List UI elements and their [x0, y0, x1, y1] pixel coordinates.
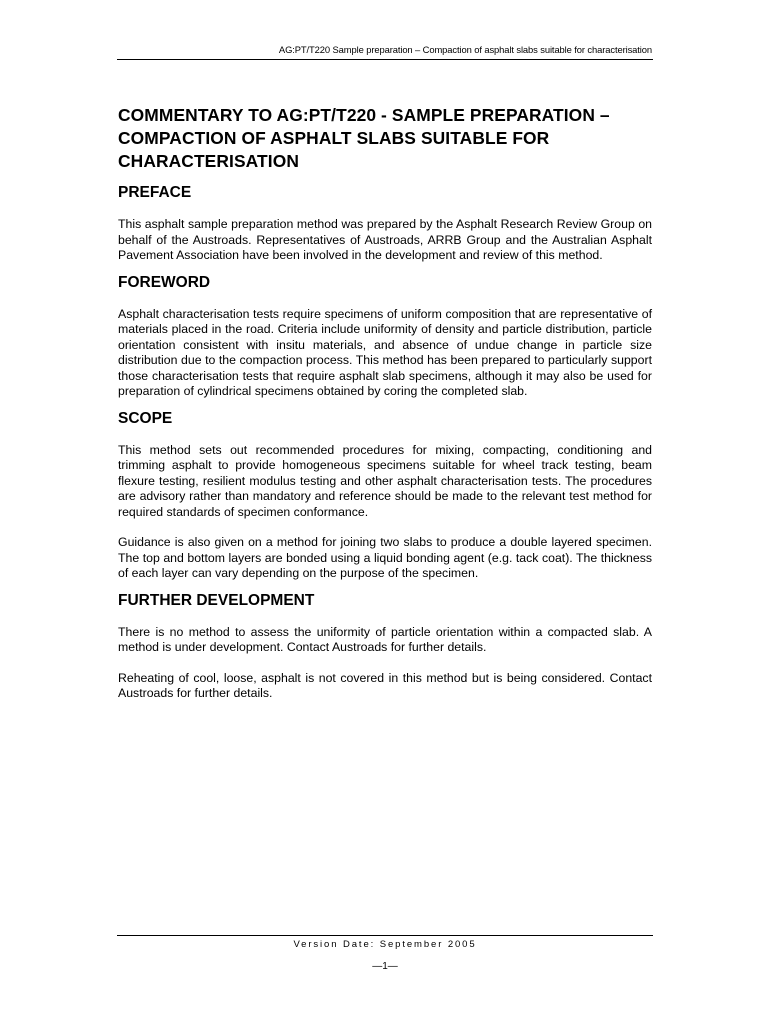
page-number: —1—	[372, 961, 398, 972]
further-development-paragraph-1: There is no method to assess the uniformity of particle orientation within a compacted slab. A method is under development. Contact Austroads for further details.	[118, 624, 652, 654]
version-date: Version Date: September 2005	[293, 939, 477, 950]
scope-paragraph-1: This method sets out recommended procedures for mixing, compacting, conditioning and trimming asphalt to provide homogeneous specimens suitable for wheel track testing, beam flexure testing, resilient modulus testing and other asphalt characterisation tests. The procedures are advisory rather than mandatory and reference should be made to the relevant test method for required standards of specimen conformance.	[118, 442, 652, 519]
foreword-paragraph: Asphalt characterisation tests require specimens of uniform composition that are representative of materials placed in the road. Criteria include uniformity of density and particle distribution, particle orientation consistent with insitu materials, and absence of undue change in particle size distribution due to the compaction process. This method has been prepared to particularly support those characterisation tests that require asphalt slab specimens, although it may also be used for preparation of cylindrical specimens obtained by coring the completed slab.	[118, 306, 652, 398]
running-header: AG:PT/T220 Sample preparation – Compaction of asphalt slabs suitable for characterisation	[278, 44, 652, 55]
header-rule	[117, 59, 653, 60]
further-development-paragraph-2: Reheating of cool, loose, asphalt is not covered in this method but is being considered. Contact Austroads for further details.	[118, 670, 652, 700]
document-title: COMMENTARY TO AG:PT/T220 - SAMPLE PREPARATION – COMPACTION OF ASPHALT SLABS SUITABLE FOR CHARACTERISATION	[118, 105, 610, 171]
heading-further-development: FURTHER DEVELOPMENT	[118, 591, 315, 609]
footer-rule	[117, 935, 653, 936]
document-body	[118, 104, 652, 702]
heading-scope: SCOPE	[118, 409, 173, 427]
heading-preface: PREFACE	[118, 184, 192, 201]
heading-foreword: FOREWORD	[118, 273, 211, 291]
scope-paragraph-2: Guidance is also given on a method for joining two slabs to produce a double layered specimen. The top and bottom layers are bonded using a liquid bonding agent (e.g. tack coat). The thickness of each layer can vary depending on the purpose of the specimen.	[118, 535, 652, 580]
preface-paragraph: This asphalt sample preparation method was prepared by the Asphalt Research Review Group on behalf of the Austroads. Representatives of Austroads, ARRB Group and the Australian Asphalt Pavement Association have been involved in the development and review of this method.	[118, 217, 652, 262]
